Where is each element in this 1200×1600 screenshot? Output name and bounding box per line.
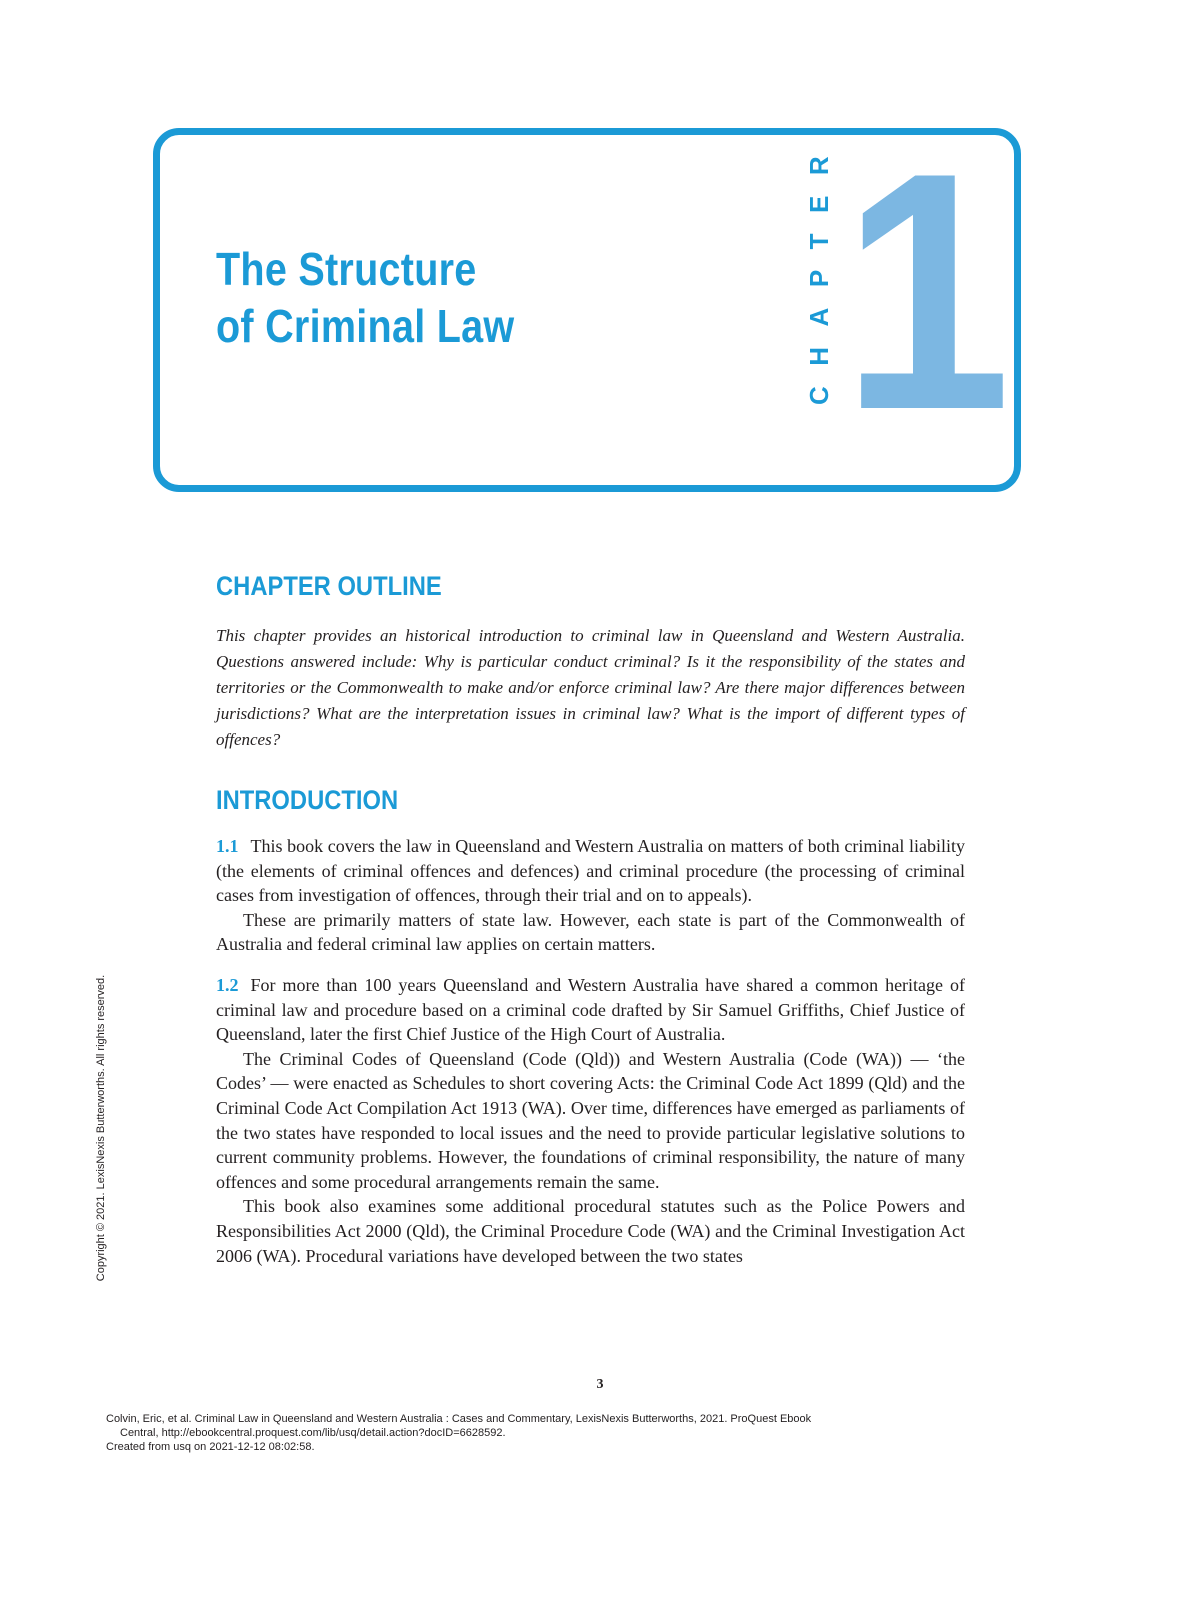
chapter-number: 1 <box>842 102 1012 480</box>
citation-line-1: Colvin, Eric, et al. Criminal Law in Queensland and Western Australia : Cases and Commentary, LexisNexis Butterworths, 2021. ProQuest Ebook <box>106 1413 812 1425</box>
citation-line-2: Central, http://ebookcentral.proquest.com/lib/usq/detail.action?docID=6628592. <box>120 1427 506 1439</box>
paragraph-1-1 <box>216 834 965 908</box>
citation-footer <box>106 1412 946 1454</box>
chapter-title-line-1: The Structure <box>216 243 477 295</box>
chapter-outline-heading: CHAPTER OUTLINE <box>216 571 442 601</box>
paragraph-1-2-statutes: This book also examines some additional procedural statutes such as the Police Powers and Responsibilities Act 2000 (Qld), the Criminal Procedure Code (WA) and the Criminal Investigation Act 2006 (WA). Procedural variations have developed between the two states <box>216 1196 965 1266</box>
page-number: 3 <box>596 1377 604 1392</box>
chapter-outline-text: This chapter provides an historical introduction to criminal law in Queensland and Western Australia. Questions answered include: Why is particular conduct criminal? Is it the responsibility of the states and territories or the Commonwealth to make and/or enforce criminal law? Are there major differences between jurisdictions? What are the interpretation issues in criminal law? What is the import of different types of offences? <box>216 626 965 749</box>
chapter-label: CHAPTER <box>804 135 834 405</box>
citation-line-3: Created from usq on 2021-12-12 08:02:58. <box>106 1441 315 1453</box>
paragraph-number: 1.1 <box>216 836 239 856</box>
paragraph-number: 1.2 <box>216 974 239 995</box>
paragraph-text: This book covers the law in Queensland and Western Australia on matters of both criminal liability (the elements of criminal offences and defences) and criminal procedure (the processing of criminal cases from investigation of offences, through their trial and on to appeals). <box>216 836 965 906</box>
introduction-body <box>216 834 965 1268</box>
chapter-title-line-2: of Criminal Law <box>216 300 515 352</box>
paragraph-1-2 <box>216 973 965 1047</box>
introduction-heading: INTRODUCTION <box>216 785 399 815</box>
paragraph-1-1-continued: These are primarily matters of state law. However, each state is part of the Commonwealth of Australia and federal criminal law applies on certain matters. <box>216 909 965 955</box>
chapter-title <box>216 241 514 355</box>
paragraph-1-2-codes: The Criminal Codes of Queensland (Code (Qld)) and Western Australia (Code (WA)) — ‘the Codes’ — were enacted as Schedules to short covering Acts: the Criminal Code Act 1899 (Qld) and the Criminal Code Act Compilation Act 1913 (WA). Over time, differences have emerged as parliaments of the two states have responded to local issues and the need to provide particular legislative solutions to current community problems. However, the foundations of criminal responsibility, the nature of many offences and some procedural arrangements remain the same. <box>216 1048 965 1192</box>
copyright-notice: Copyright © 2021. LexisNexis Butterworths. All rights reserved. <box>95 974 107 1282</box>
paragraph-text: For more than 100 years Queensland and Western Australia have shared a common heritage of criminal law and procedure based on a criminal code drafted by Sir Samuel Griffiths, Chief Justice of Queensland, later the first Chief Justice of the High Court of Australia. <box>216 974 965 1045</box>
